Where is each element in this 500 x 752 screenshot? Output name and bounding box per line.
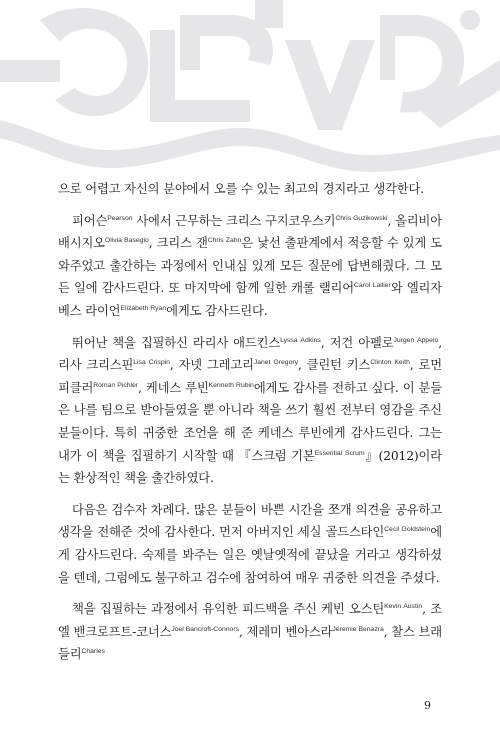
- text-run: , 로먼 피클러: [58, 358, 442, 395]
- name-annotation: Pearson: [107, 214, 133, 222]
- name-annotation: Chris Zahn: [207, 237, 242, 245]
- text-run: 』(2012)이라는 환상적인 책을 출간하였다.: [58, 448, 442, 486]
- text-run: , 클린턴 키스: [298, 358, 371, 373]
- body-text: [58, 178, 442, 675]
- paragraph: [58, 178, 442, 201]
- text-run: , 저건 아펠로: [320, 335, 394, 350]
- text-run: , 크리스 잰: [148, 236, 208, 251]
- text-run: 에게 감사드린다. 숙제를 봐주는 일은 옛날옛적에 끝났을 거라고 생각하셨을 텐데, 그럼에도 불구하고 검수에 참여하여 매우 귀중한 의견을 주셨다.: [58, 525, 442, 585]
- name-annotation: Kevin Austin: [384, 603, 423, 610]
- text-run: 뛰어난 책을 집필하신 라리사 애드킨스: [72, 335, 281, 350]
- text-run: 피어슨: [72, 213, 108, 228]
- name-annotation: Joel Bancroft-Connors: [171, 625, 239, 633]
- text-run: , 제레미 벤아스라: [238, 624, 333, 639]
- name-annotation: Essential Scrum: [314, 449, 365, 457]
- text-run: , 올리비아 배시지오: [58, 213, 442, 251]
- text-run: , 리사 크리스핀: [58, 335, 443, 373]
- text-run: 책을 집필하는 과정에서 유익한 피드백을 주신 케빈 오스틴: [72, 602, 385, 617]
- name-annotation: Cecil Goldstein: [384, 526, 431, 534]
- name-annotation: Janet Gregory: [253, 359, 299, 367]
- name-annotation: Roman Pichler: [93, 381, 139, 389]
- name-annotation: Olivia Basegio: [104, 237, 149, 245]
- name-annotation: Jeremie Benazra: [332, 625, 384, 633]
- name-annotation: Elizabeth Ryan: [120, 304, 167, 312]
- text-run: 은 낯선 출판계에서 적응할 수 있게 도와주었고 출간하는 과정에서 인내심 있게 모든 질문에 답변해줬다. 그 모든 일에 감사드린다. 또 마지막에 함께 일한 캐롤 랠리어: [58, 236, 442, 296]
- page-number: 9: [424, 699, 431, 712]
- text-run: 으로 어렵고 자신의 분야에서 오를 수 있는 최고의 경지라고 생각한다.: [58, 182, 424, 196]
- paragraph: [58, 332, 442, 490]
- text-run: , 자넷 그레고리: [169, 358, 254, 373]
- name-annotation: Kenneth Rubin: [208, 381, 254, 389]
- text-run: , 조엘 밴크로프트-코너스: [58, 602, 443, 639]
- text-run: 에게도 감사드린다.: [166, 303, 268, 318]
- text-run: 와 엘리자베스 라이언: [58, 281, 443, 318]
- name-annotation: Charles: [81, 648, 105, 656]
- text-run: , 케네스 루빈: [138, 380, 209, 395]
- name-annotation: Chris Guzikowski: [335, 214, 388, 222]
- name-annotation: Jurgen Appelo: [393, 336, 439, 344]
- name-annotation: Lyssa Adkins: [280, 336, 321, 344]
- name-annotation: Clinton Keith: [370, 359, 410, 367]
- paragraph: [58, 210, 442, 323]
- paragraph: [58, 598, 442, 666]
- name-annotation: Carol Lallier: [354, 282, 391, 290]
- name-annotation: Lisa Crispin: [133, 359, 170, 367]
- text-run: 다음은 검수자 차례다. 많은 분들이 바쁜 시간을 쪼개 의견을 공유하고 생각을 전해준 것에 감사한다. 먼저 아버지인 세실 골드스타인: [58, 502, 442, 540]
- text-run: , 찰스 브래들리: [58, 624, 442, 662]
- paragraph: [58, 499, 442, 589]
- text-run: 에게도 감사를 전하고 싶다. 이 분들은 나를 팀으로 받아들였을 뿐 아니라 책을 쓰기 훨씬 전부터 영감을 주신 분들이다. 특히 귀중한 조언을 해 준 케네스 루빈에게 감사드린다. 그는 내가 이 책을 집필하기 시작할 때 『스크럼 기본: [58, 380, 443, 463]
- decorative-header-ornament: [0, 0, 500, 190]
- text-run: 사에서 근무하는 크리스 구지코우스키: [132, 213, 336, 228]
